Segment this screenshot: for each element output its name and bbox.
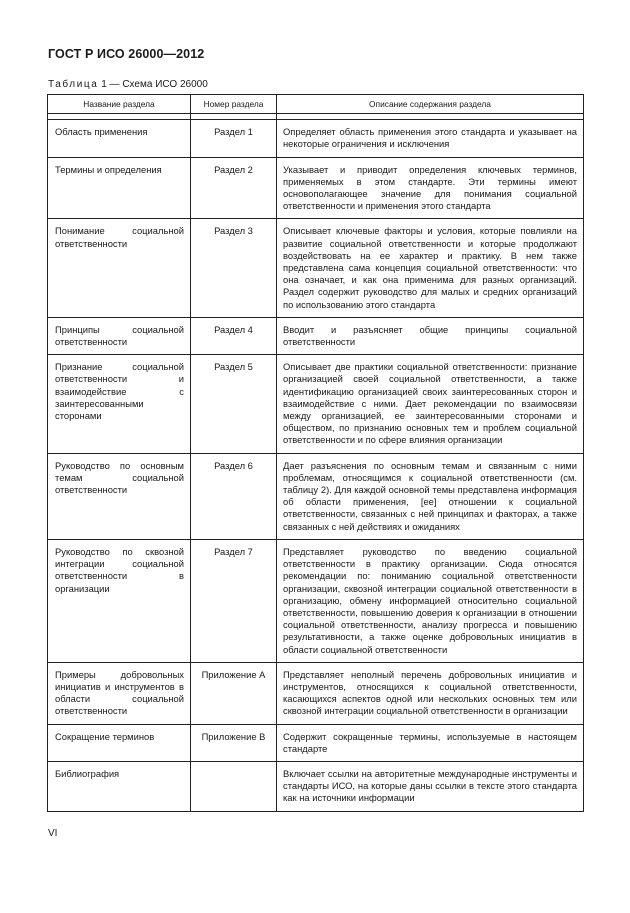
table-row [48, 724, 584, 761]
row-section-number: Раздел 5 [191, 355, 277, 453]
page-number: VI [48, 828, 58, 839]
column-header-description: Описание содержания раздела [277, 95, 584, 114]
row-section-description: Содержит сокращенные термины, используемые в настоящем стандарте [277, 724, 584, 761]
row-section-description: Определяет область применения этого стандарта и указывает на некоторые ограничения и исключения [277, 120, 584, 157]
row-section-name: Библиография [48, 761, 191, 811]
row-section-number: Раздел 6 [191, 453, 277, 539]
row-section-number [191, 761, 277, 811]
row-section-name: Принципы социальной ответственности [48, 317, 191, 354]
row-section-name: Область применения [48, 120, 191, 157]
table-row [48, 453, 584, 539]
table-header-row [48, 95, 584, 114]
table-row [48, 317, 584, 354]
row-section-description: Вводит и разъясняет общие принципы социальной ответственности [277, 317, 584, 354]
table-caption [48, 79, 208, 90]
row-section-number: Приложение В [191, 724, 277, 761]
row-section-number: Раздел 7 [191, 539, 277, 662]
table-row [48, 157, 584, 219]
row-section-description: Описывает ключевые факторы и условия, которые повлияли на развитие социальной ответственности и которые продолжают воздействовать на ее характер и практику. В нем также представлена сама концепция социальной ответственности: что она означает, и как она применима для разных организаций. Раздел содержит руководство для малых и средних организаций по использованию этого стандарта [277, 219, 584, 317]
row-section-name: Понимание социальной ответственности [48, 219, 191, 317]
row-section-description: Представляет руководство по введению социальной ответственности в практику организации. Сюда относятся рекомендации по: пониманию социальной ответственности организации, сквозной интеграции социальной ответственности в организацию, обмену информацией относительно социальной ответственности, повышению доверия к организации в отношении социальной ответственности, анализу прогресса и повышению результативности, а также оценке добровольных инициатив в области социальной ответственности [277, 539, 584, 662]
row-section-number: Раздел 4 [191, 317, 277, 354]
row-section-description: Указывает и приводит определения ключевых терминов, применяемых в этом стандарте. Эти термины имеют основополагающее значение для понимания социальной ответственности и применения этого стандарта [277, 157, 584, 219]
table-row [48, 539, 584, 662]
row-section-name: Примеры добровольных инициатив и инструментов в области социальной ответственности [48, 662, 191, 724]
row-section-name: Руководство по сквозной интеграции социальной ответственности в организации [48, 539, 191, 662]
column-header-number: Номер раздела [191, 95, 277, 114]
row-section-name: Признание социальной ответственности и взаимодействие с заинтересованными сторонами [48, 355, 191, 453]
row-section-number: Приложение А [191, 662, 277, 724]
row-section-name: Термины и определения [48, 157, 191, 219]
caption-text: 1 — Схема ИСО 26000 [98, 79, 208, 90]
caption-label: Таблица [48, 79, 99, 90]
row-section-description: Описывает две практики социальной ответственности: признание организацией своей социальной ответственности, а также идентификацию организацией своих заинтересованных сторон и взаимодействие с ними. Дает рекомендации по взаимосвязи между организацией, ее заинтересованными сторонами и обществом, по признанию основных тем и проблем социальной ответственности и по сфере влияния организации [277, 355, 584, 453]
table-row [48, 219, 584, 317]
row-section-description: Представляет неполный перечень добровольных инициатив и инструментов, относящихся к социальной ответственности, касающихся аспектов одной или нескольких основных тем или сквозной интеграции социальной ответственности в организации [277, 662, 584, 724]
table-row [48, 120, 584, 157]
table-row [48, 761, 584, 811]
iso-scheme-table [47, 94, 584, 812]
table-row [48, 662, 584, 724]
row-section-name: Сокращение терминов [48, 724, 191, 761]
row-section-description: Дает разъяснения по основным темам и связанным с ними проблемам, относящимся к социальной ответственности (см. таблицу 2). Для каждой основной темы представлена информация об области применения, [ее] отношении к социальной ответственности, связанных с ней принципах и факторах, а также связанных с ней действиях и ожиданиях [277, 453, 584, 539]
table-row [48, 355, 584, 453]
row-section-name: Руководство по основным темам социальной ответственности [48, 453, 191, 539]
row-section-number: Раздел 2 [191, 157, 277, 219]
row-section-number: Раздел 1 [191, 120, 277, 157]
document-header: ГОСТ Р ИСО 26000—2012 [48, 47, 205, 61]
column-header-name: Название раздела [48, 95, 191, 114]
row-section-number: Раздел 3 [191, 219, 277, 317]
row-section-description: Включает ссылки на авторитетные международные инструменты и стандарты ИСО, на которые даны ссылки в тексте этого стандарта как на источники информации [277, 761, 584, 811]
